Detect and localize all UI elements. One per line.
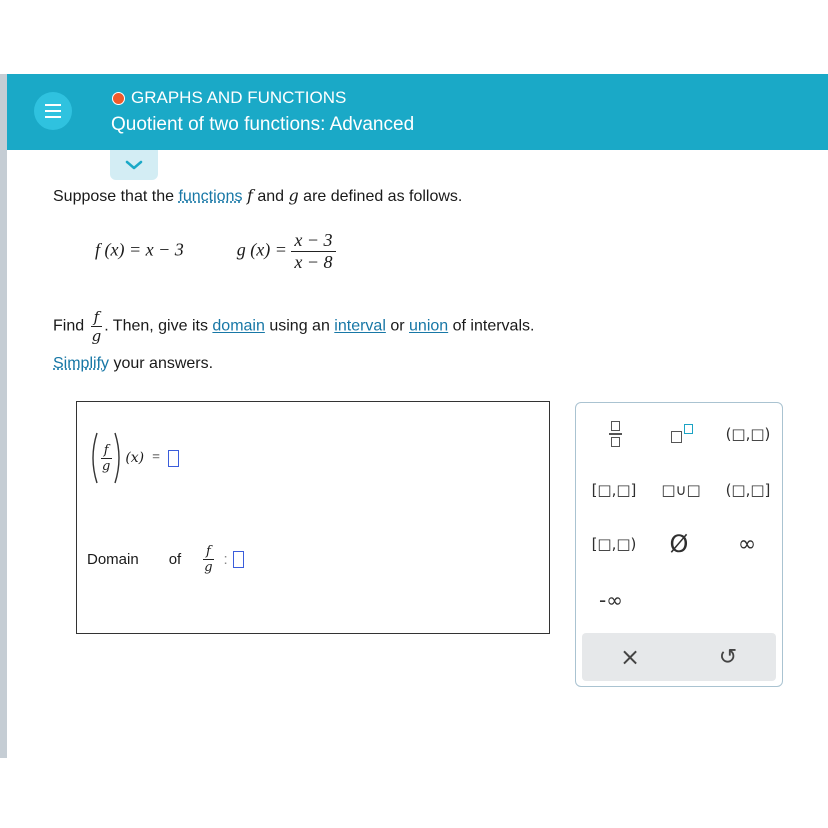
simplify-suffix: your answers. bbox=[113, 355, 214, 372]
quotient-f: f bbox=[101, 443, 112, 459]
topic-title: Quotient of two functions: Advanced bbox=[111, 114, 415, 135]
negative-infinity-key[interactable]: -∞ bbox=[599, 588, 623, 612]
collapse-tab[interactable] bbox=[110, 150, 158, 180]
fraction-key[interactable] bbox=[598, 417, 632, 451]
colon: : bbox=[223, 551, 228, 568]
closed-interval-key[interactable]: [□,□] bbox=[591, 481, 637, 499]
quotient-fraction bbox=[99, 443, 113, 474]
domain-link[interactable]: domain bbox=[212, 317, 265, 335]
functions-link[interactable]: functions bbox=[178, 188, 243, 205]
right-paren-icon bbox=[113, 430, 125, 486]
closed-open-interval-key[interactable]: [□,□) bbox=[591, 535, 637, 553]
menu-button[interactable] bbox=[34, 92, 72, 130]
infinity-key[interactable]: ∞ bbox=[737, 531, 757, 557]
g-definition-lhs: g (x) = bbox=[236, 239, 292, 260]
domain-f: f bbox=[203, 544, 214, 560]
domain-label: Domain bbox=[87, 551, 139, 568]
find-mid-text: . Then, give its bbox=[104, 317, 208, 335]
f-definition-lhs: f (x) = bbox=[95, 239, 146, 260]
domain-fraction bbox=[201, 544, 215, 575]
fraction-icon bbox=[609, 421, 622, 446]
problem-intro bbox=[53, 186, 462, 206]
quotient-g: g bbox=[102, 458, 111, 474]
g-numerator: x − 3 bbox=[291, 230, 335, 252]
domain-answer-input[interactable] bbox=[233, 551, 244, 568]
section-name: GRAPHS AND FUNCTIONS bbox=[131, 88, 347, 107]
topic-header bbox=[7, 74, 828, 150]
clear-button[interactable]: × bbox=[619, 643, 641, 671]
union-key[interactable]: □∪□ bbox=[661, 481, 701, 499]
equals-sign: = bbox=[152, 450, 161, 465]
quotient-answer-row bbox=[87, 430, 179, 486]
fraction-g: g bbox=[91, 327, 102, 345]
and-word: and bbox=[257, 188, 285, 205]
math-keypad bbox=[575, 402, 783, 687]
open-interval-key[interactable]: (□,□) bbox=[725, 425, 771, 443]
domain-answer-row bbox=[87, 544, 244, 575]
simplify-instruction bbox=[53, 355, 213, 373]
open-closed-interval-key[interactable]: (□,□] bbox=[725, 481, 771, 499]
exponent-icon bbox=[670, 424, 694, 444]
undo-button[interactable]: ↺ bbox=[718, 644, 738, 670]
domain-g: g bbox=[204, 560, 213, 575]
union-link[interactable]: union bbox=[409, 317, 449, 335]
interval-link[interactable]: interval bbox=[334, 317, 386, 335]
g-denominator: x − 8 bbox=[294, 252, 333, 272]
using-an-text: using an bbox=[269, 317, 330, 335]
g-definition-fraction bbox=[291, 230, 335, 273]
quotient-answer-input[interactable] bbox=[168, 450, 179, 467]
of-label: of bbox=[168, 551, 182, 568]
section-label bbox=[112, 88, 346, 108]
intro-suffix: are defined as follows. bbox=[303, 188, 463, 205]
f-symbol: f bbox=[246, 186, 253, 205]
quotient-x: (x) bbox=[125, 450, 145, 466]
answer-box bbox=[76, 401, 550, 634]
f-over-g-fraction bbox=[89, 308, 105, 345]
of-intervals-text: of intervals. bbox=[452, 317, 535, 335]
exponent-key[interactable] bbox=[662, 417, 702, 451]
keypad-action-bar bbox=[582, 633, 776, 681]
status-dot-icon bbox=[112, 92, 125, 105]
hamburger-icon bbox=[45, 104, 61, 118]
g-symbol: g bbox=[288, 186, 299, 205]
empty-set-key[interactable]: Ø bbox=[669, 530, 689, 558]
left-rail bbox=[0, 74, 7, 758]
left-paren-icon bbox=[87, 430, 99, 486]
find-word: Find bbox=[53, 317, 85, 335]
intro-prefix: Suppose that the bbox=[53, 188, 174, 205]
or-word: or bbox=[390, 317, 405, 335]
fraction-f: f bbox=[91, 308, 103, 327]
find-instruction bbox=[53, 308, 534, 345]
function-definitions bbox=[95, 230, 336, 273]
simplify-link[interactable]: Simplify bbox=[53, 355, 110, 372]
chevron-down-icon bbox=[125, 159, 143, 171]
f-definition-rhs: x − 3 bbox=[145, 239, 184, 260]
